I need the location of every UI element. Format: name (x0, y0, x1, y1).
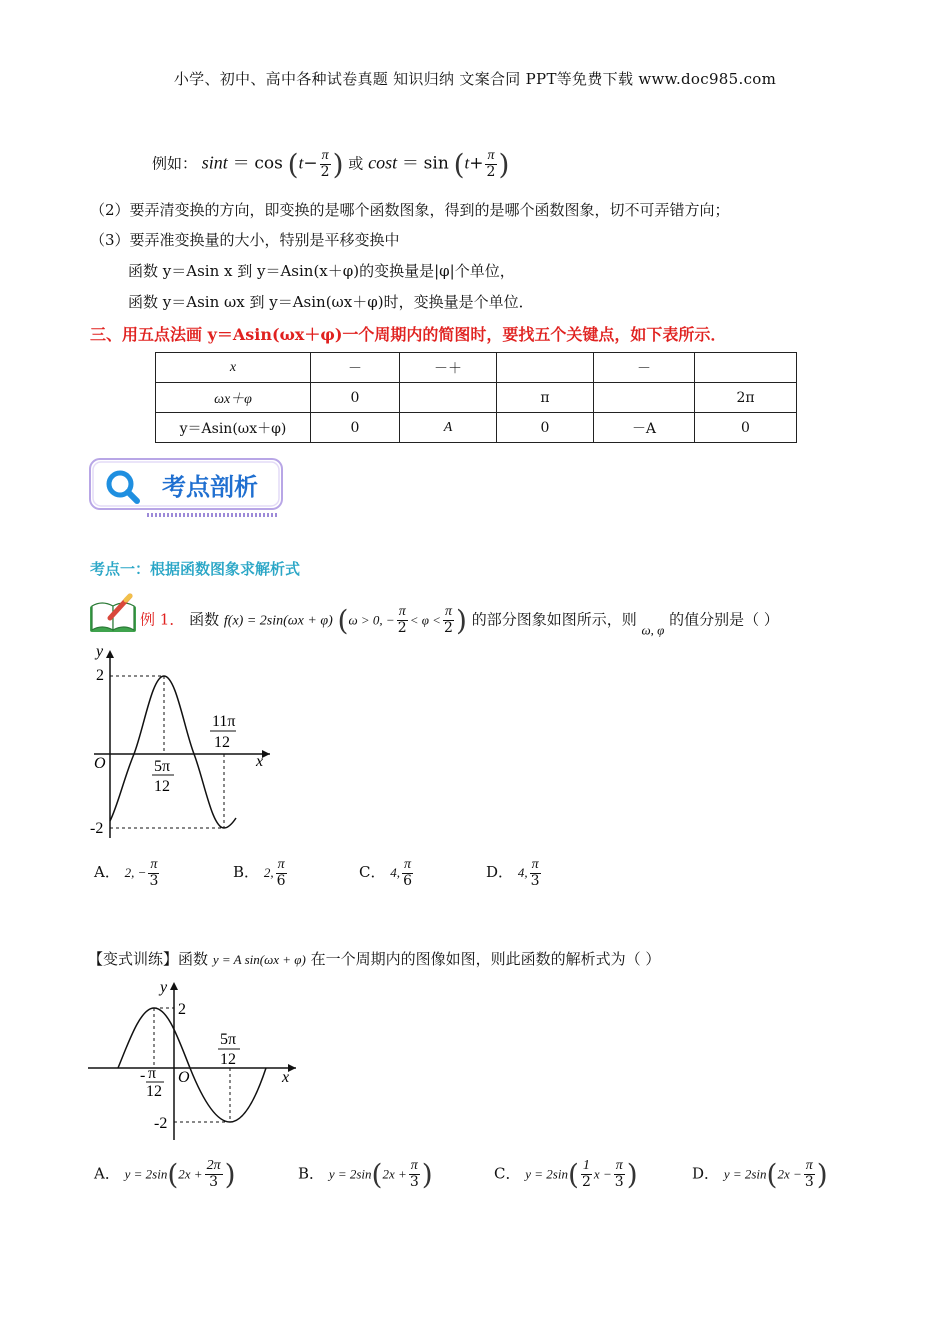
example-line (152, 148, 509, 181)
eq2-var: t (464, 153, 470, 173)
table-cell: 0 (695, 413, 797, 443)
eq1-equals: ＝ (232, 153, 250, 174)
page-header: 小学、初中、高中各种试卷真题 知识归纳 文案合同 PPT等免费下载 www.doc985.com (173, 70, 777, 88)
table-cell: － (311, 353, 400, 383)
eq2-sign: + (469, 153, 484, 174)
eq1-lhs: sint (201, 152, 228, 173)
cond-rparen: ) (455, 604, 467, 637)
g1-ymax: 2 (96, 667, 104, 684)
eq2-lhs: cost (368, 152, 398, 173)
g2-y-label: y (160, 979, 168, 996)
eq1-rparen: ) (332, 148, 344, 181)
table-row (156, 353, 797, 383)
table-cell: π (497, 383, 594, 413)
variant-text-a: 函数 (178, 950, 209, 968)
g2-x-label: x (282, 1069, 290, 1086)
g1-x-label: x (256, 753, 264, 770)
eq2-equals: ＝ (401, 153, 419, 174)
table-cell (400, 383, 497, 413)
note-3b: 函数 y＝Asin ωx 到 y＝Asin(ωx＋φ)时，变换量是个单位． (128, 293, 534, 311)
table-cell: x (156, 353, 311, 383)
eq1-var: t (298, 153, 304, 173)
table-cell: 0 (311, 383, 400, 413)
cond-lparen: ( (337, 604, 349, 637)
g1-origin: O (94, 755, 106, 772)
note-2: （2）要弄清变换的方向，即变换的是哪个函数图象，得到的是哪个函数图象，切不可弄错方向； (90, 201, 730, 219)
variant-func: y = A sin(ωx + φ) (212, 952, 306, 967)
example-1-vars: ω, φ (641, 622, 665, 638)
eq2-func: sin (423, 153, 449, 174)
eq2-lparen: ( (453, 148, 465, 181)
g2-t1-sign: - (140, 1067, 146, 1084)
example-1-text-c: 的值分别是（ ） (669, 610, 779, 629)
table-cell (695, 353, 797, 383)
g2-t2-num: 5π (220, 1031, 237, 1048)
g2-t1-num: π (148, 1065, 157, 1082)
example-1-cond: ω > 0, − (348, 612, 395, 628)
section-badge (88, 456, 286, 518)
table-row (156, 413, 797, 443)
g2-ymax: 2 (178, 1001, 186, 1018)
eq1-sign: − (303, 153, 318, 174)
table-cell: ωx＋φ (156, 383, 311, 413)
ex1-option-b[interactable]: B． 2, $\frac{\pi}{6}$ (233, 857, 286, 889)
eq1-lparen: ( (287, 148, 299, 181)
book-icon (88, 592, 138, 634)
example-1-text-b: 的部分图象如图所示，则 (471, 610, 637, 629)
eq2-rparen: ) (498, 148, 510, 181)
variant-line (88, 948, 660, 969)
variant-option-d[interactable]: D． y = 2sin(2x − $\frac{\pi}{3}$ ) (692, 1158, 828, 1191)
table-cell: 0 (311, 413, 400, 443)
example-1-line: 例 1． 函数 f(x) = 2sin(ωx + φ) (ω > 0, − $\frac{\pi}{2}$ < φ < $\frac{\pi}{2}$ ) 的部分图象如图所示，则 ω, φ 的值分别是（ ） (140, 604, 779, 638)
g2-origin: O (178, 1069, 190, 1086)
badge-text: 考点剖析 (162, 473, 258, 501)
g1-t2-den: 12 (214, 734, 230, 751)
table-row (156, 383, 797, 413)
table-cell: A (400, 413, 497, 443)
variant-option-b[interactable]: B． y = 2sin(2x + $\frac{\pi}{3}$ ) (298, 1158, 433, 1191)
note-3a: 函数 y＝Asin x 到 y＝Asin(x＋φ)的变换量是|φ|个单位， (128, 262, 515, 280)
five-point-table (155, 352, 797, 443)
example-1-text-a: 函数 (189, 610, 220, 629)
table-cell: －＋ (400, 353, 497, 383)
table-cell (497, 353, 594, 383)
g1-t1-den: 12 (154, 778, 170, 795)
table-cell: y＝Asin(ωx＋φ) (156, 413, 311, 443)
section-3-title: 三、用五点法画 y＝Asin(ωx＋φ)一个周期内的简图时，要找五个关键点，如下表所示． (90, 325, 727, 344)
g1-t1-num: 5π (154, 758, 171, 775)
cond-frac-2: $\frac{\pi}{2}$ (444, 604, 453, 636)
variant-text-b: 在一个周期内的图像如图，则此函数的解析式为（ ） (310, 950, 661, 968)
table-cell (594, 383, 695, 413)
g2-t2-den: 12 (220, 1051, 236, 1068)
ex1-option-c[interactable]: C． 4, $\frac{\pi}{6}$ (359, 857, 412, 889)
or-text: 或 (348, 154, 364, 173)
note-3: （3）要弄准变换量的大小，特别是平移变换中 (90, 231, 400, 249)
variant-option-c[interactable]: C． y = 2sin( $\frac{1}{2}$ x − $\frac{\pi}{3}$ ) (494, 1158, 638, 1191)
g2-ymin: -2 (154, 1115, 168, 1132)
table-cell: － (594, 353, 695, 383)
point-1-title: 考点一：根据函数图象求解析式 (90, 560, 301, 578)
variant-tag: 【变式训练】 (88, 950, 179, 968)
g1-y-label: y (96, 643, 104, 660)
example-1-label: 例 1 (140, 610, 170, 629)
table-cell: 0 (497, 413, 594, 443)
example-1-func: f(x) = 2sin(ωx + φ) (223, 613, 333, 629)
eq1-func: cos (254, 153, 283, 174)
example-1-cond-mid: < φ < (409, 612, 441, 628)
eq2-frac: $\frac{\pi}{2}$ (486, 148, 496, 180)
graph-1 (84, 640, 284, 840)
ex1-option-a[interactable]: A． 2, − $\frac{\pi}{3}$ (94, 857, 159, 889)
cond-frac-1: $\frac{\pi}{2}$ (397, 604, 407, 636)
table-cell: 2π (695, 383, 797, 413)
ex1-option-d[interactable]: D． 4, $\frac{\pi}{3}$ (486, 857, 540, 889)
g2-t1-den: 12 (146, 1083, 162, 1100)
example-prefix: 例如： (152, 154, 198, 173)
variant-option-a[interactable]: A． y = 2sin(2x + $\frac{2\pi}{3}$ ) (94, 1158, 236, 1191)
g1-ymin: -2 (90, 820, 104, 837)
graph-2 (84, 976, 300, 1146)
g1-t2-num: 11π (212, 713, 236, 730)
table-cell: －A (594, 413, 695, 443)
eq1-frac: $\frac{\pi}{2}$ (320, 148, 330, 180)
